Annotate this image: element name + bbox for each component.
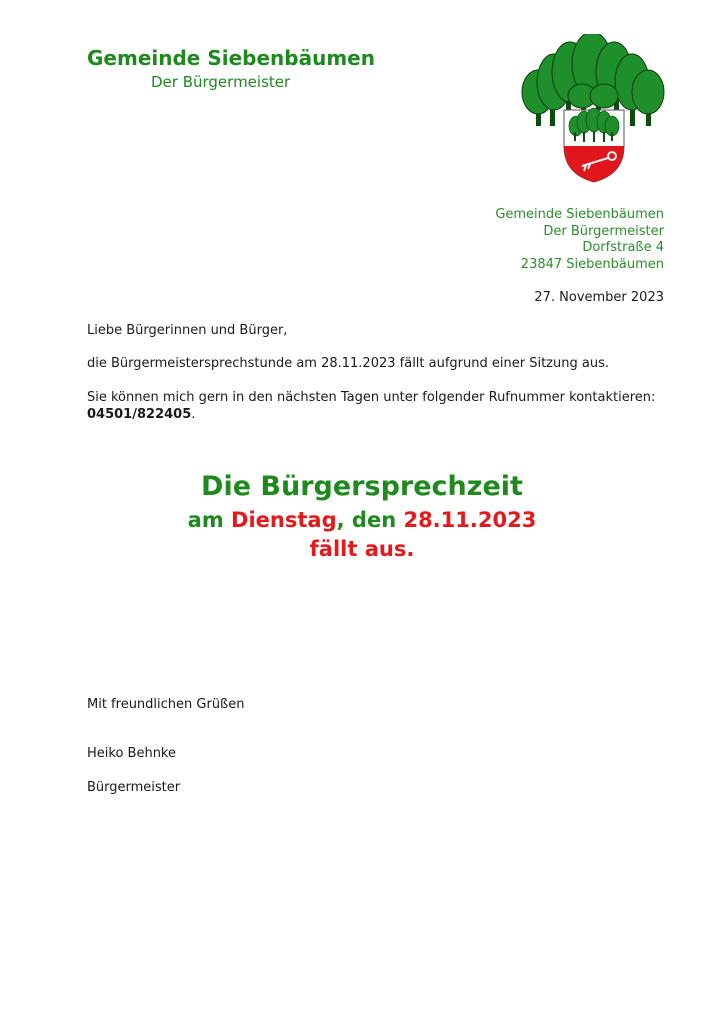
address-line: Dorfstraße 4	[582, 240, 664, 255]
sender-address	[495, 207, 664, 273]
address-line: 23847 Siebenbäumen	[520, 256, 664, 272]
announcement-date: 28.11.2023	[403, 508, 537, 532]
announcement-title: Die Bürgersprechzeit	[201, 471, 523, 502]
announcement-text: , den	[336, 508, 404, 532]
phone-number: 04501/822405	[87, 407, 192, 422]
announcement-text: am	[187, 508, 232, 532]
letterhead-subtitle: Der Bürgermeister	[151, 73, 291, 91]
announcement	[0, 470, 724, 564]
address-line: Der Bürgermeister	[543, 223, 664, 239]
signer-name: Heiko Behnke	[87, 746, 176, 761]
announcement-day: Dienstag	[231, 508, 337, 532]
address-line: Gemeinde Siebenbäumen	[495, 207, 664, 222]
paragraph-1: die Bürgermeistersprechstunde am 28.11.2023 fällt aufgrund einer Sitzung aus.	[87, 356, 609, 371]
announcement-date-line	[0, 506, 724, 535]
letterhead-title: Gemeinde Siebenbäumen	[87, 46, 375, 70]
salutation: Liebe Bürgerinnen und Bürger,	[87, 323, 288, 338]
closing-greeting: Mit freundlichen Grüßen	[87, 697, 245, 712]
phone-suffix: .	[191, 407, 196, 422]
paragraph-2	[87, 389, 667, 423]
signer-title: Bürgermeister	[87, 780, 181, 795]
contact-text: Sie können mich gern in den nächsten Tagen unter folgender Rufnummer kontaktieren:	[87, 390, 656, 405]
announcement-cancelled: fällt aus.	[309, 537, 415, 561]
coat-of-arms-logo	[518, 34, 670, 184]
letter-date: 27. November 2023	[534, 290, 664, 305]
